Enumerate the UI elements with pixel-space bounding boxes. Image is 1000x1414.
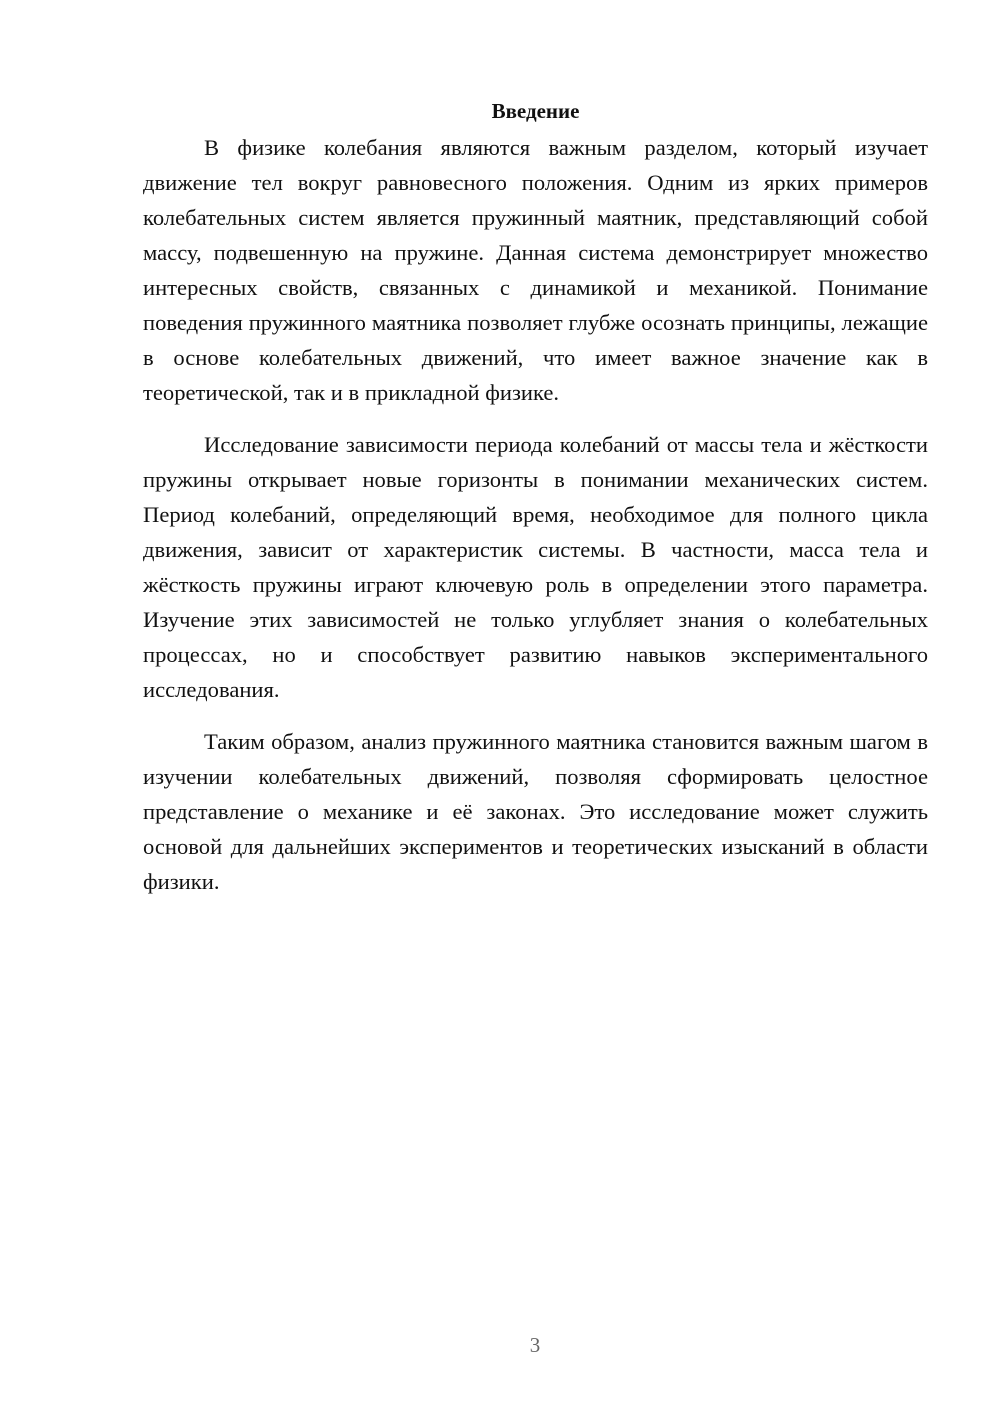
paragraph-3: Таким образом, анализ пружинного маятника становится важным шагом в изучении колебательных движений, позволяя сформировать целостное представление о механике и её законах. Это исследование может служить основой для дальнейших экспериментов и теоретических изысканий в области физики. bbox=[143, 729, 928, 894]
paragraph-2: Исследование зависимости периода колебаний от массы тела и жёсткости пружины открывает новые горизонты в понимании механических систем. Период колебаний, определяющий время, необходимое для полного цикла движения, зависит от характеристик системы. В частности, масса тела и жёсткость пружины играют ключевую роль в определении этого параметра. Изучение этих зависимостей не только углубляет знания о колебательных процессах, но и способствует развитию навыков экспериментального исследования. bbox=[143, 432, 928, 702]
section-title: Введение bbox=[491, 99, 580, 123]
page-content bbox=[143, 96, 928, 916]
page-number: 3 bbox=[529, 1333, 541, 1357]
paragraph-1: В физике колебания являются важным разделом, который изучает движение тел вокруг равновесного положения. Одним из ярких примеров колебательных систем является пружинный маятник, представляющий собой массу, подвешенную на пружине. Данная система демонстрирует множество интересных свойств, связанных с динамикой и механикой. Понимание поведения пружинного маятника позволяет глубже осознать принципы, лежащие в основе колебательных движений, что имеет важное значение как в теоретической, так и в прикладной физике. bbox=[143, 135, 928, 405]
